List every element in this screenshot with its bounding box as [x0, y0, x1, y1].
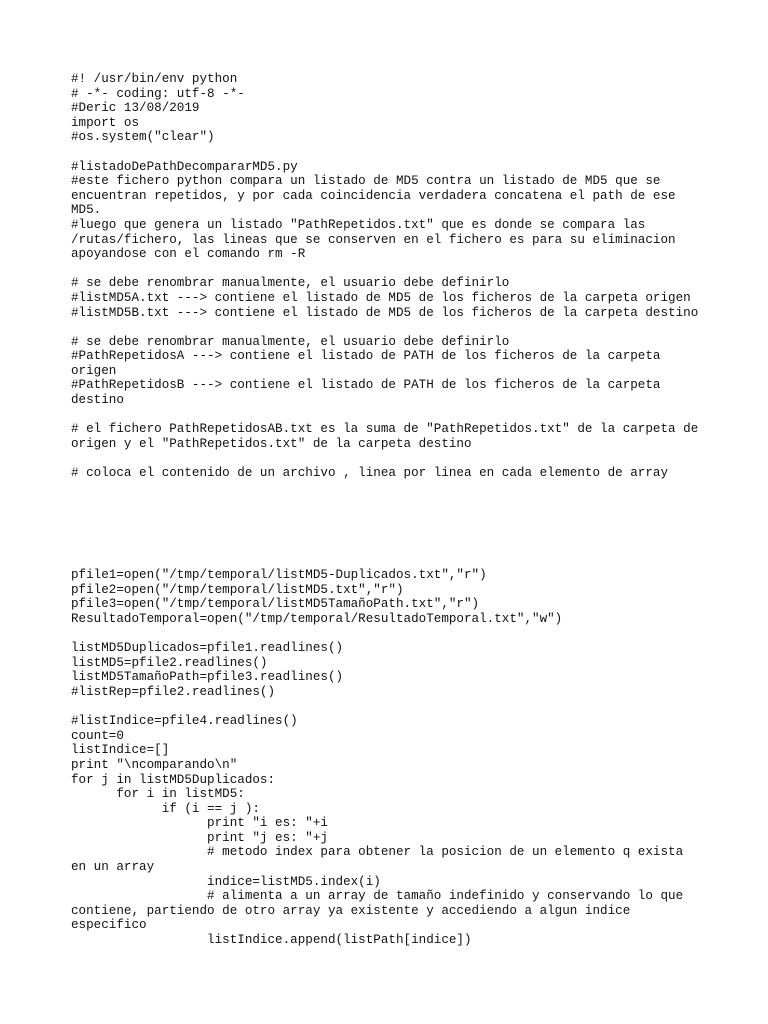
blank-line: [71, 495, 711, 510]
code-line: import os: [71, 115, 140, 130]
code-line: # alimenta a un array de tamaño indefinido y conservando lo que: [71, 889, 684, 904]
blank-line: [71, 262, 711, 277]
code-line: pfile3=open("/tmp/temporal/listMD5TamañoPath.txt","r"): [71, 597, 480, 612]
code-line: pfile2=open("/tmp/temporal/listMD5.txt","r"): [71, 582, 404, 597]
code-listing: [71, 72, 711, 948]
blank-line: [71, 408, 711, 423]
code-line: #este fichero python compara un listado de MD5 contra un listado de MD5 que se: [71, 174, 661, 189]
code-line: especifico: [71, 918, 147, 933]
code-line: #listIndice=pfile4.readlines(): [71, 714, 298, 729]
code-line: # coloca el contenido de un archivo , linea por linea en cada elemento de array: [71, 466, 669, 481]
code-line: listMD5Duplicados=pfile1.readlines(): [71, 641, 344, 656]
blank-line: [71, 700, 711, 715]
blank-line: [71, 510, 711, 525]
code-line: origen: [71, 363, 117, 378]
code-line: MD5.: [71, 203, 102, 218]
code-line: listIndice=[]: [71, 743, 170, 758]
code-line: listMD5TamañoPath=pfile3.readlines(): [71, 670, 344, 685]
code-line: ResultadoTemporal=open("/tmp/temporal/ResultadoTemporal.txt","w"): [71, 611, 563, 626]
code-line: #luego que genera un listado "PathRepetidos.txt" que es donde se compara las: [71, 217, 646, 232]
code-line: indice=listMD5.index(i): [71, 874, 381, 889]
blank-line: [71, 320, 711, 335]
blank-line: [71, 451, 711, 466]
code-line: # -*- coding: utf-8 -*-: [71, 86, 245, 101]
code-line: /rutas/fichero, las lineas que se conserven en el fichero es para su eliminacion: [71, 232, 676, 247]
code-line: for i in listMD5:: [71, 787, 245, 802]
code-line: origen y el "PathRepetidos.txt" de la carpeta destino: [71, 436, 472, 451]
code-line: #Deric 13/08/2019: [71, 101, 200, 116]
code-line: print "\ncomparando\n": [71, 757, 238, 772]
code-line: destino: [71, 393, 124, 408]
code-line: #listRep=pfile2.readlines(): [71, 684, 276, 699]
code-line: # se debe renombrar manualmente, el usuario debe definirlo: [71, 276, 510, 291]
code-line: # se debe renombrar manualmente, el usuario debe definirlo: [71, 334, 510, 349]
code-line: #listadoDePathDecompararMD5.py: [71, 159, 298, 174]
code-line: if (i == j ):: [71, 801, 260, 816]
code-line: pfile1=open("/tmp/temporal/listMD5-Duplicados.txt","r"): [71, 568, 487, 583]
code-line: #PathRepetidosB ---> contiene el listado de PATH de los ficheros de la carpeta: [71, 378, 661, 393]
code-line: en un array: [71, 860, 155, 875]
code-line: #os.system("clear"): [71, 130, 215, 145]
blank-line: [71, 539, 711, 554]
code-line: print "j es: "+j: [71, 830, 328, 845]
code-line: encuentran repetidos, y por cada coincidencia verdadera concatena el path de ese: [71, 188, 676, 203]
code-line: listIndice.append(listPath[indice]): [71, 933, 472, 948]
blank-line: [71, 524, 711, 539]
code-line: # el fichero PathRepetidosAB.txt es la suma de "PathRepetidos.txt" de la carpeta de: [71, 422, 699, 437]
code-line: #! /usr/bin/env python: [71, 72, 238, 86]
code-line: #PathRepetidosA ---> contiene el listado de PATH de los ficheros de la carpeta: [71, 349, 661, 364]
blank-line: [71, 145, 711, 160]
code-line: for j in listMD5Duplicados:: [71, 772, 276, 787]
code-line: #listMD5A.txt ---> contiene el listado de MD5 de los ficheros de la carpeta origen: [71, 290, 691, 305]
code-line: print "i es: "+i: [71, 816, 328, 831]
blank-line: [71, 554, 711, 569]
blank-line: [71, 627, 711, 642]
blank-line: [71, 481, 711, 496]
code-line: #listMD5B.txt ---> contiene el listado de MD5 de los ficheros de la carpeta destino: [71, 305, 699, 320]
code-line: listMD5=pfile2.readlines(): [71, 655, 268, 670]
code-line: apoyandose con el comando rm -R: [71, 247, 306, 262]
code-line: # metodo index para obtener la posicion de un elemento q exista: [71, 845, 684, 860]
code-line: contiene, partiendo de otro array ya existente y accediendo a algun indice: [71, 903, 631, 918]
code-line: count=0: [71, 728, 124, 743]
